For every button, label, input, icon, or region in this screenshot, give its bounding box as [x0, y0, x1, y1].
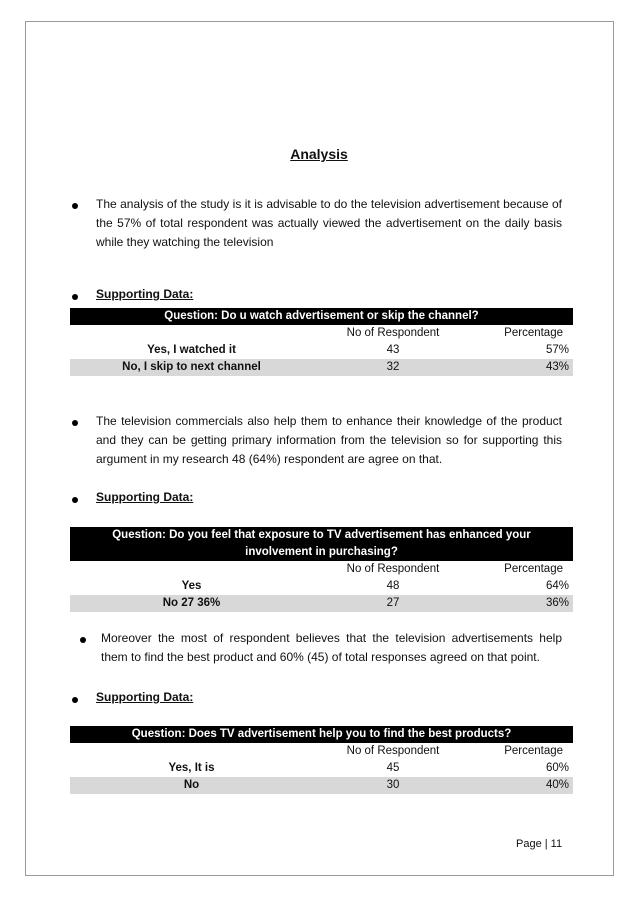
col-header-percentage: Percentage	[504, 563, 563, 575]
table-question-line-2: involvement in purchasing?	[70, 544, 573, 561]
paragraph-1: The analysis of the study is it is advisable to do the television advertisement because of the 57% of total respondent was actually viewed the advertisement on the daily basis while they watching the television	[96, 197, 562, 249]
row-label: No, I skip to next channel	[70, 359, 313, 376]
page-title: Analysis	[290, 146, 348, 162]
page-number: Page | 11	[516, 838, 563, 850]
table-question-line-1: Question: Do you feel that exposure to TV advertisement has enhanced your	[70, 527, 573, 544]
table-question-row	[70, 308, 573, 325]
table-row	[70, 777, 573, 794]
table-question: Question: Do u watch advertisement or skip the channel?	[70, 308, 573, 325]
col-header-percentage: Percentage	[504, 745, 564, 757]
data-table-2	[70, 527, 573, 612]
row-label: Yes	[181, 580, 202, 592]
table-question: Question: Does TV advertisement help you to find the best products?	[70, 726, 573, 743]
table-question-row	[70, 544, 573, 561]
col-header-respondent: No of Respondent	[346, 745, 440, 757]
row-label: Yes, I watched it	[147, 344, 236, 356]
table-question-row	[70, 726, 573, 743]
supporting-data-label-2: Supporting Data:	[96, 490, 194, 504]
bullet-dot	[80, 637, 86, 643]
row-count: 27	[313, 595, 473, 612]
table-row	[70, 359, 573, 376]
row-percentage: 40%	[473, 777, 573, 794]
paragraph-2: The television commercials also help them to enhance their knowledge of the product and they can be getting primary information from the television so for supporting this argument in my research 48 (64%) respondent are agree on that.	[96, 414, 562, 466]
col-header-percentage: Percentage	[504, 327, 563, 339]
row-percentage: 43%	[473, 359, 573, 376]
supporting-data-label-1: Supporting Data:	[96, 287, 194, 301]
bullet-dot	[72, 294, 78, 300]
row-percentage: 36%	[473, 595, 573, 612]
paragraph-3: Moreover the most of respondent believes that the television advertisements help them to find the best product and 60% (45) of total responses agreed on that point.	[101, 631, 562, 664]
table-row	[70, 760, 573, 777]
data-table-1	[70, 308, 573, 376]
row-percentage: 64%	[545, 580, 569, 592]
table-header-row	[70, 325, 573, 342]
row-label: No	[70, 777, 313, 794]
row-count: 45	[386, 762, 400, 774]
col-header-respondent: No of Respondent	[346, 327, 440, 339]
col-header-respondent: No of Respondent	[346, 563, 440, 575]
table-row	[70, 342, 573, 359]
row-count: 43	[386, 344, 400, 356]
data-table-3	[70, 726, 573, 794]
table-header-row	[70, 743, 573, 760]
row-percentage: 60%	[546, 762, 570, 774]
bullet-dot	[72, 420, 78, 426]
bullet-dot	[72, 697, 78, 703]
bullet-dot	[72, 497, 78, 503]
table-question-row	[70, 527, 573, 544]
row-label: Yes, It is	[168, 762, 215, 774]
row-percentage: 57%	[545, 344, 569, 356]
row-count: 32	[313, 359, 473, 376]
row-count: 30	[313, 777, 473, 794]
table-row	[70, 578, 573, 595]
row-label: No 27 36%	[70, 595, 313, 612]
table-row	[70, 595, 573, 612]
supporting-data-label-3: Supporting Data:	[96, 690, 194, 704]
bullet-dot	[72, 203, 78, 209]
table-header-row	[70, 561, 573, 578]
row-count: 48	[386, 580, 400, 592]
